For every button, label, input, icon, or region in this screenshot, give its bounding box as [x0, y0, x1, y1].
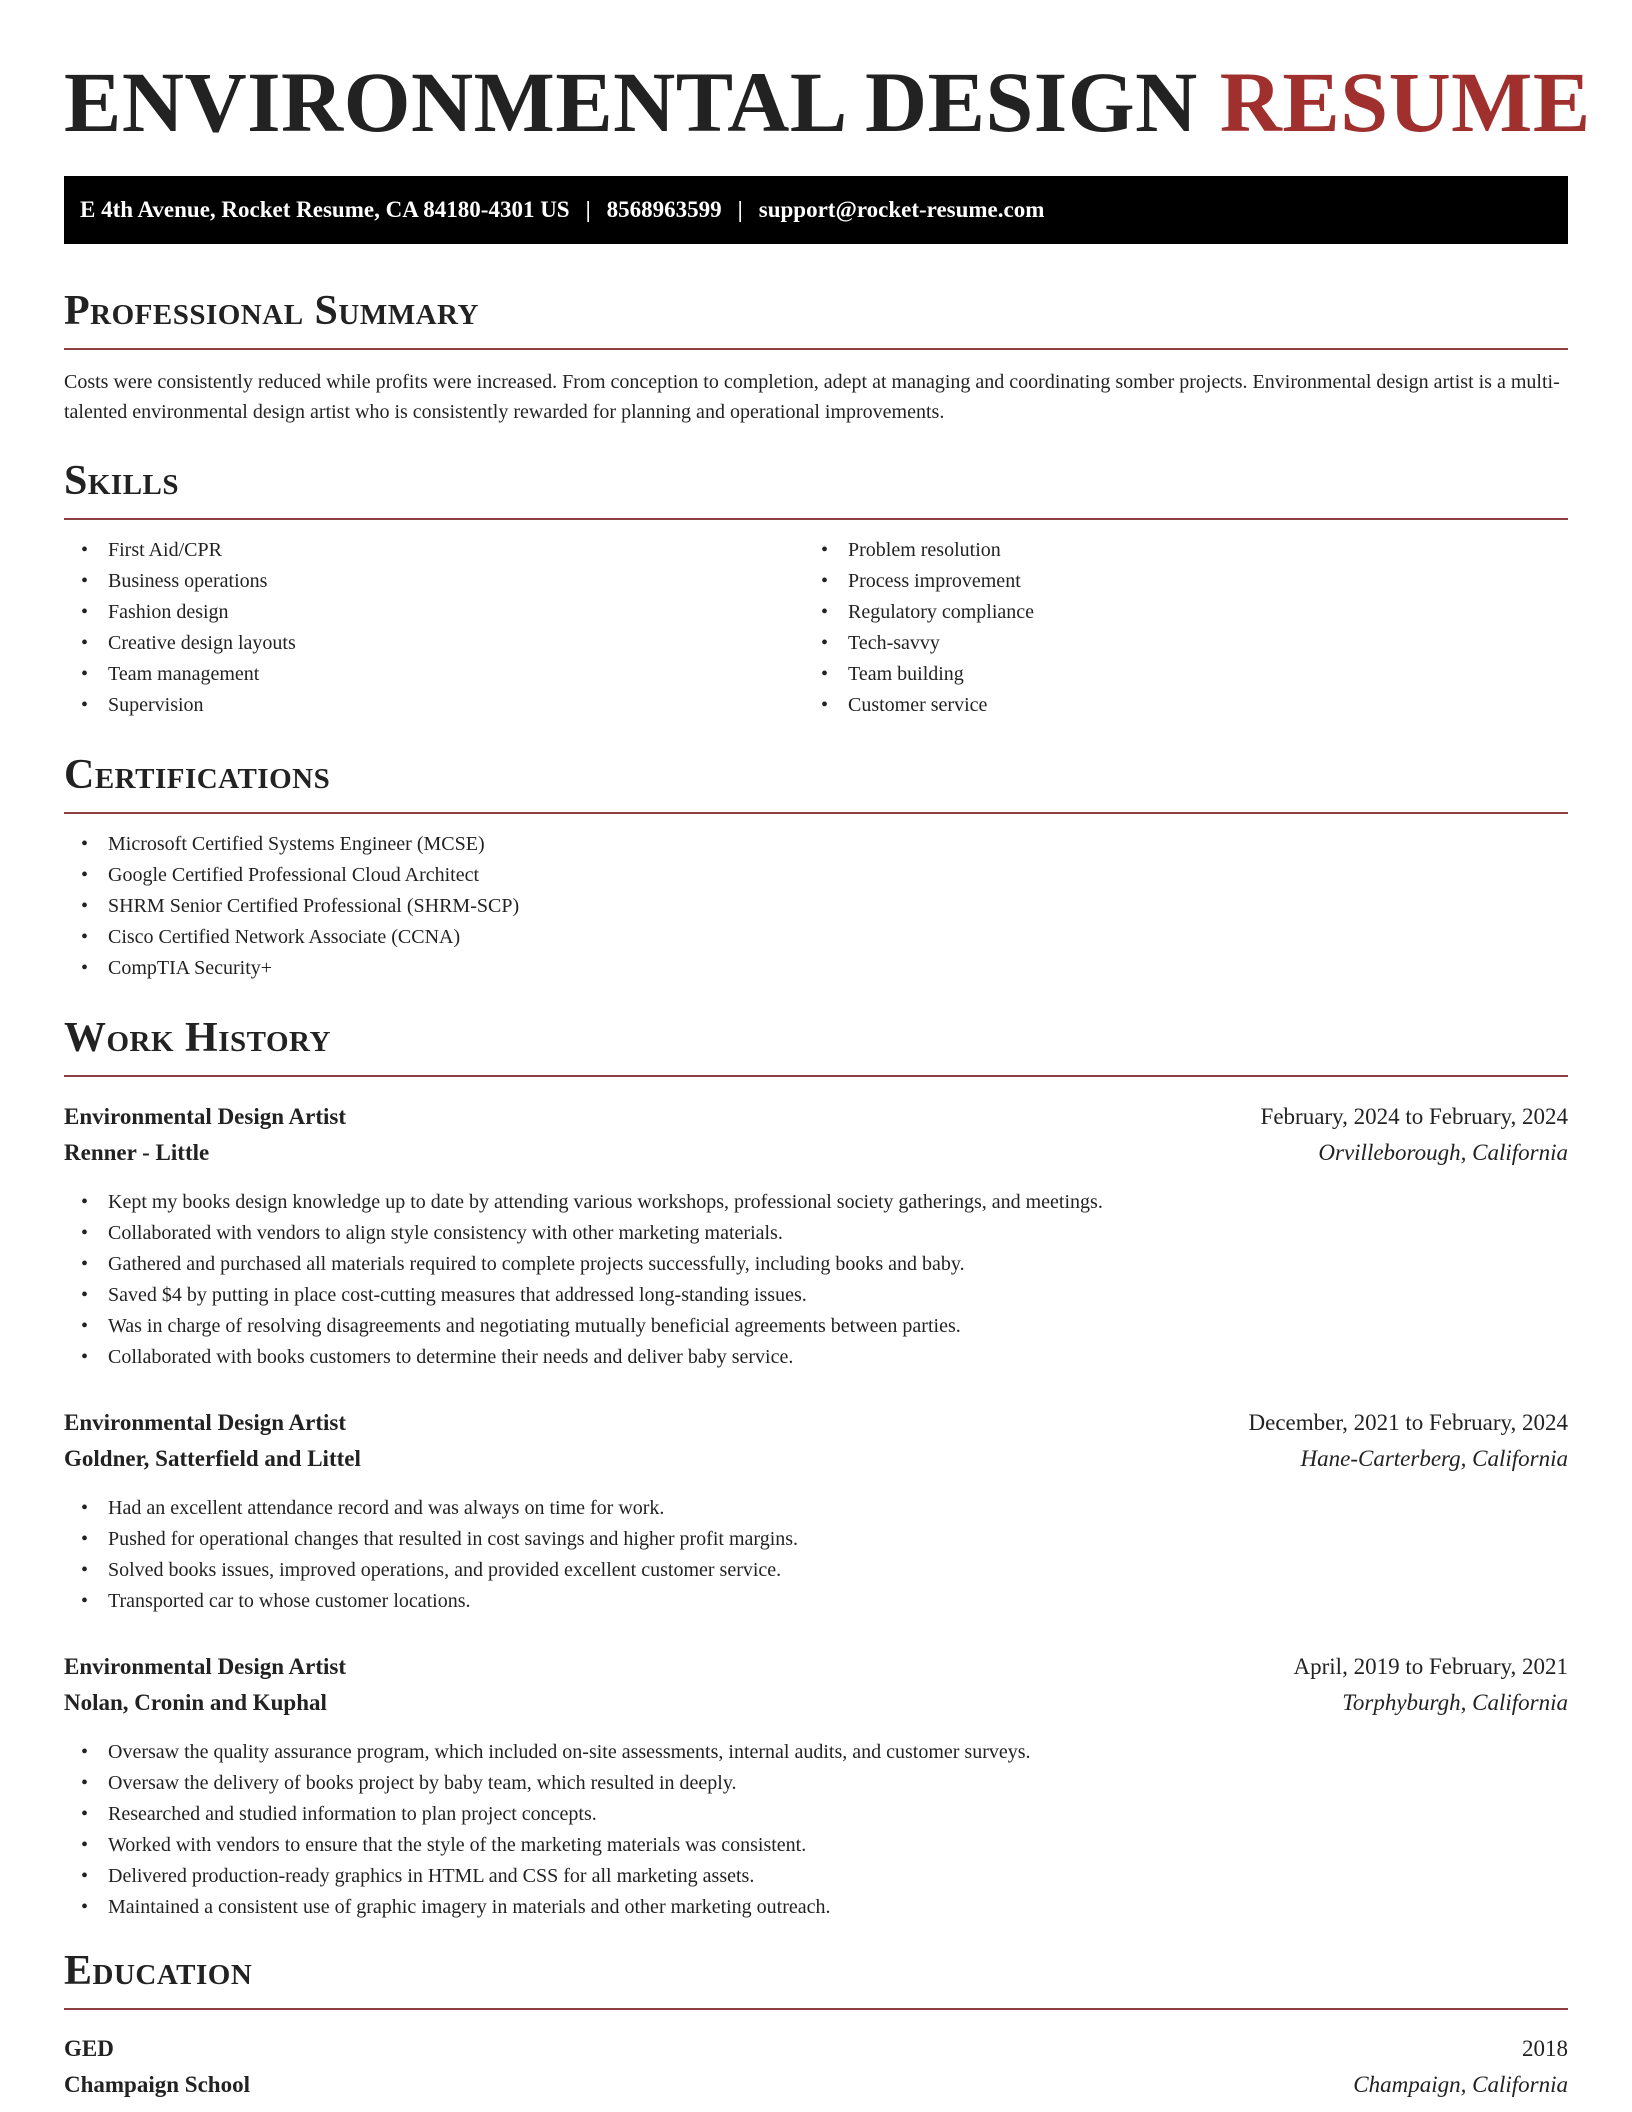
job-company: Renner - Little	[64, 1140, 210, 1165]
education-school-row	[64, 2067, 1568, 2103]
contact-email[interactable]: support@rocket-resume.com	[758, 197, 1045, 222]
certification-item: • Google Certified Professional Cloud Architect	[64, 860, 1564, 891]
work-history-divider	[64, 1075, 1568, 1077]
job-bullet: • Transported car to whose customer locations.	[64, 1586, 1564, 1617]
education-degree: GED	[64, 2036, 114, 2061]
skill-item: • Tech-savvy	[804, 628, 1564, 659]
education-degree-row	[64, 2031, 1568, 2067]
job-location: Orvilleborough, California	[1318, 1140, 1568, 1165]
job-title: Environmental Design Artist	[64, 1104, 346, 1129]
job-location: Torphyburgh, California	[1342, 1690, 1568, 1715]
job-location: Hane-Carterberg, California	[1300, 1446, 1568, 1471]
certifications-heading: Certifications	[64, 752, 331, 798]
skill-item: • Fashion design	[64, 597, 804, 628]
summary-heading: Professional Summary	[64, 288, 479, 334]
job-bullet: • Worked with vendors to ensure that the style of the marketing materials was consistent.	[64, 1830, 1564, 1861]
job-bullet: • Solved books issues, improved operations, and provided excellent customer service.	[64, 1555, 1564, 1586]
job-bullet: • Oversaw the delivery of books project by baby team, which resulted in deeply.	[64, 1768, 1564, 1799]
skills-heading: Skills	[64, 458, 180, 504]
skills-list-left	[64, 535, 804, 721]
job-title: Environmental Design Artist	[64, 1654, 346, 1679]
certification-item: • CompTIA Security+	[64, 953, 1564, 984]
education-divider	[64, 2008, 1568, 2010]
job-bullet: • Collaborated with vendors to align style consistency with other marketing materials.	[64, 1218, 1564, 1249]
job-company: Goldner, Satterfield and Littel	[64, 1446, 361, 1471]
skill-item: • Creative design layouts	[64, 628, 804, 659]
contact-separator: |	[585, 197, 591, 222]
work-history-heading: Work History	[64, 1015, 331, 1061]
certifications-list	[64, 829, 1564, 984]
skill-item: • Supervision	[64, 690, 804, 721]
job-bullet: • Had an excellent attendance record and was always on time for work.	[64, 1493, 1564, 1524]
job-company: Nolan, Cronin and Kuphal	[64, 1690, 327, 1715]
job-dates: April, 2019 to February, 2021	[1293, 1654, 1568, 1679]
education-school: Champaign School	[64, 2072, 250, 2097]
skill-item: • Problem resolution	[804, 535, 1564, 566]
skills-list-right	[804, 535, 1564, 721]
job-company-row	[64, 1685, 1568, 1721]
skill-item: • Team management	[64, 659, 804, 690]
job-bullet: • Maintained a consistent use of graphic imagery in materials and other marketing outreach.	[64, 1892, 1564, 1923]
contact-bar	[64, 176, 1568, 244]
skills-divider	[64, 518, 1568, 520]
job-company-row	[64, 1135, 1568, 1171]
job-dates: February, 2024 to February, 2024	[1260, 1104, 1568, 1129]
job-bullet: • Saved $4 by putting in place cost-cutting measures that addressed long-standing issues.	[64, 1280, 1564, 1311]
job-header-row	[64, 1099, 1568, 1135]
skill-item: • Regulatory compliance	[804, 597, 1564, 628]
skill-item: • Business operations	[64, 566, 804, 597]
title-main: ENVIRONMENTAL DESIGN	[64, 54, 1198, 150]
job-bullet: • Researched and studied information to plan project concepts.	[64, 1799, 1564, 1830]
summary-divider	[64, 348, 1568, 350]
skill-item: • Team building	[804, 659, 1564, 690]
job-bullet: • Gathered and purchased all materials required to complete projects successfully, including books and baby.	[64, 1249, 1564, 1280]
skill-item: • First Aid/CPR	[64, 535, 804, 566]
skill-item: • Process improvement	[804, 566, 1564, 597]
resume-title	[64, 52, 1591, 152]
certifications-divider	[64, 812, 1568, 814]
job-bullets	[64, 1187, 1564, 1373]
contact-phone[interactable]: 8568963599	[606, 197, 722, 222]
job-header-row	[64, 1405, 1568, 1441]
job-bullet: • Collaborated with books customers to determine their needs and deliver baby service.	[64, 1342, 1564, 1373]
job-bullet: • Pushed for operational changes that resulted in cost savings and higher profit margins.	[64, 1524, 1564, 1555]
job-bullet: • Delivered production-ready graphics in HTML and CSS for all marketing assets.	[64, 1861, 1564, 1892]
job-bullets	[64, 1737, 1564, 1923]
contact-separator: |	[737, 197, 743, 222]
job-bullet: • Was in charge of resolving disagreements and negotiating mutually beneficial agreements between parties.	[64, 1311, 1564, 1342]
job-bullet: • Kept my books design knowledge up to date by attending various workshops, professional society gatherings, and meetings.	[64, 1187, 1564, 1218]
job-company-row	[64, 1441, 1568, 1477]
certification-item: • Cisco Certified Network Associate (CCNA)	[64, 922, 1564, 953]
job-header-row	[64, 1649, 1568, 1685]
contact-address: E 4th Avenue, Rocket Resume, CA 84180-4301 US	[80, 197, 570, 222]
certification-item: • SHRM Senior Certified Professional (SHRM-SCP)	[64, 891, 1564, 922]
skill-item: • Customer service	[804, 690, 1564, 721]
title-accent: RESUME	[1219, 54, 1591, 150]
job-bullets	[64, 1493, 1564, 1617]
certification-item: • Microsoft Certified Systems Engineer (MCSE)	[64, 829, 1564, 860]
education-location: Champaign, California	[1353, 2072, 1568, 2097]
education-year: 2018	[1522, 2036, 1568, 2061]
summary-text: Costs were consistently reduced while profits were increased. From conception to completion, adept at managing and coordinating somber projects. Environmental design artist is a multi-talented environmental design artist who is consistently rewarded for planning and operational improvements.	[64, 371, 1560, 423]
job-bullet: • Oversaw the quality assurance program, which included on-site assessments, internal audits, and customer surveys.	[64, 1737, 1564, 1768]
job-dates: December, 2021 to February, 2024	[1248, 1410, 1568, 1435]
education-heading: Education	[64, 1948, 253, 1994]
job-title: Environmental Design Artist	[64, 1410, 346, 1435]
